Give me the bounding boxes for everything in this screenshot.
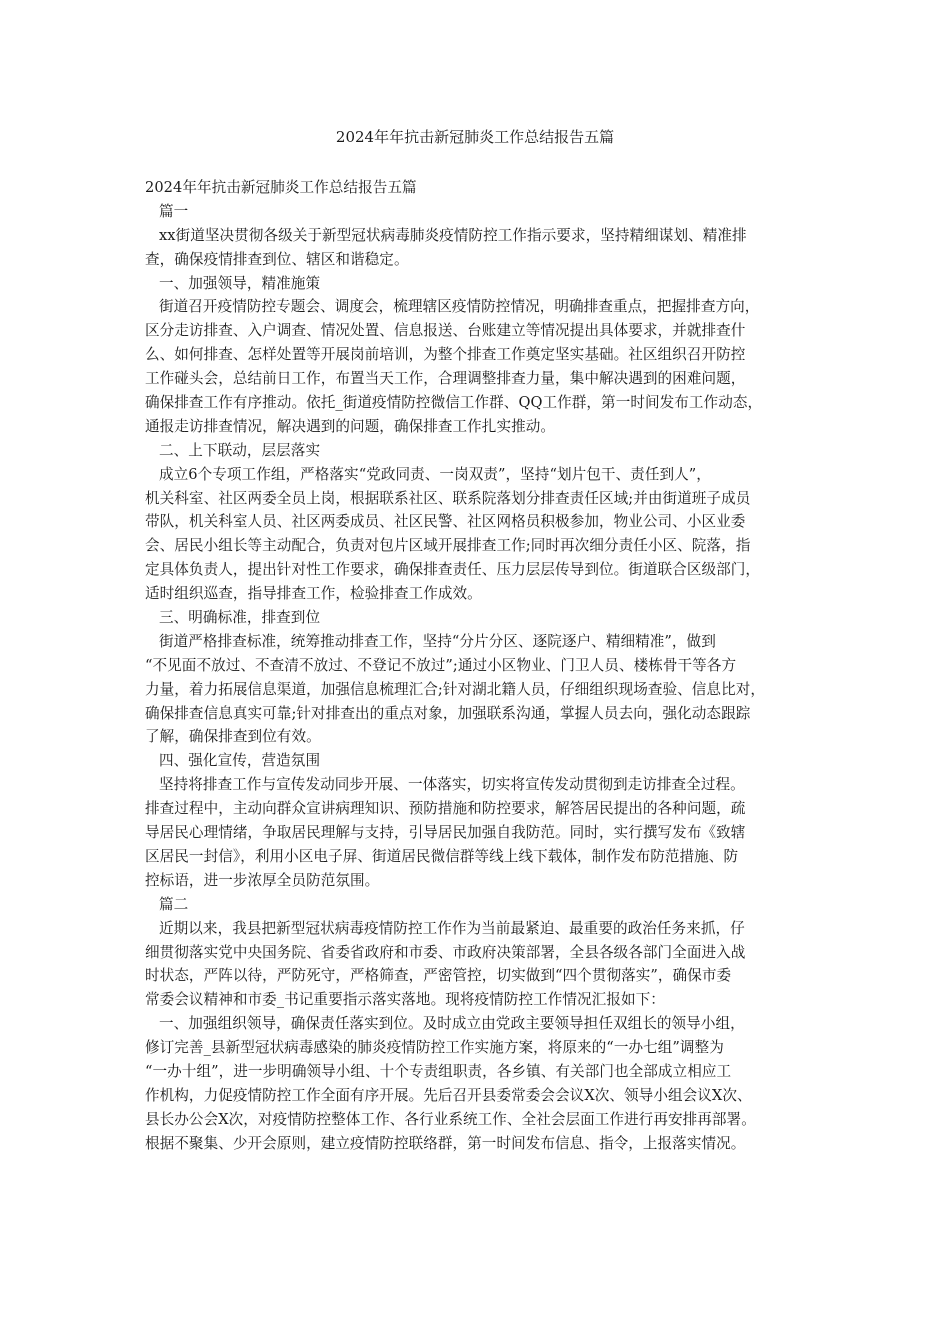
- text-line: 通报走访排查情况，解决遇到的问题，确保排查工作扎实推动。: [145, 417, 556, 435]
- document-body: [145, 176, 819, 1156]
- text-line: 时状态，严阵以待，严防死守，严格筛查，严密管控，切实做到“四个贯彻落实”，确保市委: [145, 967, 732, 985]
- text-line: 修订完善_县新型冠状病毒感染的肺炎疫情防控工作实施方案，将原来的“一办七组”调整为: [145, 1039, 724, 1057]
- text-line: 区居民一封信》，利用小区电子屏、街道居民微信群等线上线下载体，制作发布防范措施、防: [145, 847, 739, 865]
- text-line: 四、强化宣传，营造氛围: [159, 752, 321, 770]
- text-line: 一、加强领导，精准施策: [159, 274, 321, 292]
- text-line: 县长办公会X次，对疫情防控整体工作、各行业系统工作、全社会层面工作进行再安排再部署。: [145, 1110, 756, 1128]
- text-line: 会、居民小组长等主动配合，负责对包片区域开展排查工作;同时再次细分责任小区、院落，指: [145, 537, 751, 555]
- text-line: 工作碰头会，总结前日工作，布置当天工作，合理调整排查力量，集中解决遇到的困难问题，: [145, 370, 746, 388]
- text-line: 街道召开疫情防控专题会、调度会，梳理辖区疫情防控情况，明确排查重点，把握排查方向，: [159, 298, 760, 316]
- text-line: 坚持将排查工作与宣传发动同步开展、一体落实，切实将宣传发动贯彻到走访排查全过程。: [159, 776, 745, 794]
- text-line: “不见面不放过、不查清不放过、不登记不放过”;通过小区物业、门卫人员、楼栋骨干等各方: [145, 656, 737, 674]
- text-line: 定具体负责人，提出针对性工作要求，确保排查责任、压力层层传导到位。街道联合区级部门，: [145, 561, 761, 579]
- text-line: 了解，确保排查到位有效。: [145, 728, 321, 746]
- text-line: 确保排查工作有序推动。依托_街道疫情防控微信工作群、QQ工作群，第一时间发布工作动态，: [145, 394, 763, 412]
- text-line: 区分走访排查、入户调查、情况处置、信息报送、台账建立等情况提出具体要求，并就排查什: [145, 322, 746, 340]
- text-line: 带队，机关科室人员、社区两委成员、社区民警、社区网格员积极参加，物业公司、小区业委: [145, 513, 746, 531]
- document-title: 2024年年抗击新冠肺炎工作总结报告五篇: [335, 128, 615, 146]
- text-line: 街道严格排查标准，统筹推动排查工作，坚持“分片分区、逐院逐户、精细精准”，做到: [159, 632, 716, 650]
- text-line: 导居民心理情绪，争取居民理解与支持，引导居民加强自我防范。同时，实行撰写发布《致辖: [145, 824, 746, 842]
- text-line: 查，确保疫情排查到位、辖区和谐稳定。: [145, 250, 409, 268]
- text-line: 细贯彻落实党中央国务院、省委省政府和市委、市政府决策部署，全县各级各部门全面进入战: [145, 943, 746, 961]
- text-line: 篇一: [159, 202, 189, 220]
- text-line: xx街道坚决贯彻各级关于新型冠状病毒肺炎疫情防控工作指示要求，坚持精细谋划、精准排: [159, 226, 747, 244]
- text-line: 近期以来，我县把新型冠状病毒疫情防控工作作为当前最紧迫、最重要的政治任务来抓，仔: [159, 919, 745, 937]
- text-line: 三、明确标准，排查到位: [159, 609, 321, 627]
- text-line: 排查过程中，主动向群众宣讲病理知识、预防措施和防控要求，解答居民提出的各种问题，疏: [145, 800, 746, 818]
- text-line: 根据不聚集、少开会原则，建立疫情防控联络群，第一时间发布信息、指令，上报落实情况。: [145, 1134, 746, 1152]
- text-line: 么、如何排查、怎样处置等开展岗前培训，为整个排查工作奠定坚实基础。社区组织召开防控: [145, 346, 746, 364]
- text-line: 确保排查信息真实可靠;针对排查出的重点对象，加强联系沟通，掌握人员去向，强化动态跟踪: [145, 704, 751, 722]
- text-line: 适时组织巡查，指导排查工作，检验排查工作成效。: [145, 585, 482, 603]
- text-line: 常委会议精神和市委_书记重要指示落实落地。现将疫情防控工作情况汇报如下：: [145, 991, 665, 1009]
- text-line: “一办十组”，进一步明确领导小组、十个专责组职责，各乡镇、有关部门也全部成立相应工: [145, 1062, 732, 1080]
- text-line: 力量，着力拓展信息渠道，加强信息梳理汇合;针对湖北籍人员，仔细组织现场查验、信息比对，: [145, 680, 766, 698]
- text-line: 2024年年抗击新冠肺炎工作总结报告五篇: [145, 179, 417, 196]
- text-line: 一、加强组织领导，确保责任落实到位。及时成立由党政主要领导担任双组长的领导小组，: [159, 1015, 745, 1033]
- text-line: 篇二: [159, 895, 189, 913]
- text-line: 作机构，力促疫情防控工作全面有序开展。先后召开县委常委会会议X次、领导小组会议X次、: [145, 1086, 752, 1104]
- text-line: 控标语，进一步浓厚全员防范氛围。: [145, 871, 380, 889]
- text-line: 成立6个专项工作组，严格落实“党政同责、一岗双责”，坚持“划片包干、责任到人”，: [159, 465, 711, 483]
- text-line: 二、上下联动，层层落实: [159, 441, 321, 459]
- text-line: 机关科室、社区两委全员上岗，根据联系社区、联系院落划分排查责任区域;并由街道班子成员: [145, 489, 751, 507]
